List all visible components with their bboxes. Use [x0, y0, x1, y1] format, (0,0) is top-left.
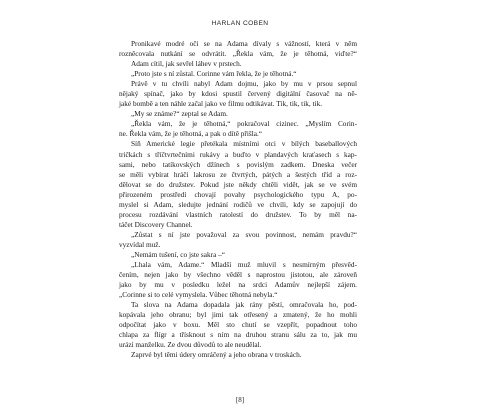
text-line: Síň Americké legie přetékala místními otci v bílých baseballových: [131, 139, 357, 149]
text-line: procesu rozdávání vlastních ratolestí do družstev. To by měl na-: [119, 209, 357, 219]
text-line: Pronikavé modré oči se na Adama dívaly s vážností, která v něm: [131, 39, 357, 48]
text-line: jako by mu v posledku ležel na srdci Adamův nejlepší zájem.: [119, 280, 357, 290]
text-line: Právě v tu chvíli nabyl Adam dojmu, jako by mu v prsou sepnul: [131, 79, 357, 89]
text-line: „Řekla vám, že je těhotná,“ pokračoval cizinec. „Myslím Corin-: [131, 119, 357, 129]
text-line: tričkách s tříčtvrtečními rukávy a buďto v plandavých kraťasech s kap-: [119, 149, 357, 159]
text-line: „Nemám tušení, co jste sakra –“: [131, 249, 226, 259]
text-line: odpočítat jako v boxu. Měl sto chutí se vzepřít, popadnout toho: [119, 320, 357, 330]
text-line: čením, nejen jako by všechno věděl s naprostou jistotou, ale zároveň: [119, 270, 357, 280]
text-line: sami, nebo tatíkovských džínech s povislým zadkem. Dneska večer: [119, 159, 357, 169]
text-line: rozněcovala nutkání se odvrátit. „Řekla vám, že je těhotná, viďte?“: [119, 49, 357, 59]
text-line: ne. Řekla vám, že je těhotná, a pak o dítě přišla.“: [119, 129, 263, 139]
text-line: vyzvídal muž.: [119, 239, 161, 249]
text-line: „Zůstat s ní jste považoval za svou povinnost, nemám pravdu?“: [131, 229, 357, 239]
text-line: Adam cítil, jak sevřel láhev v prstech.: [131, 59, 242, 69]
running-head: HARLAN COBEN: [211, 20, 269, 27]
text-line: Zaprvé byl těmi údery omráčený a jeho obrana v troskách.: [131, 350, 302, 360]
text-line: kopávala jeho obranu; byl jimi tak otřesený a zmatený, že ho mohli: [119, 310, 357, 320]
text-line: nějaký spínač, jako by kdosi spustil červený digitální časovač na ně-: [119, 89, 357, 99]
page-number: [8]: [235, 396, 245, 404]
text-line: myslel si Adam, sledujte jednání rodičů ve chvíli, kdy se zapojují do: [119, 199, 357, 209]
text-line: dělovat se do družstev. Pokud jste někdy chtěli vidět, jak se ve svém: [119, 179, 357, 189]
text-line: přirozeném prostředí chovají povahy psychologického typu A, po-: [119, 189, 357, 199]
text-line: se měli vybírat hráči lakrosu ze čtvrtých, pátých a šestých tříd a roz-: [119, 169, 357, 179]
text-line: jaké bombě a ten náhle začal jako ve filmu odtikávat. Tik, tik, tik, tik.: [119, 99, 323, 109]
text-line: „My se známe?“ zeptal se Adam.: [131, 109, 228, 119]
text-line: Ta slova na Adama dopadala jak rány pěstí, omračovala ho, pod-: [131, 300, 357, 310]
text-line: chlapa za flígr a třísknout s ním na druhou stranu sálu za to, jak mu: [119, 330, 357, 340]
text-line: „Corinne si to celé vymyslela. Vůbec těhotná nebyla.“: [119, 290, 278, 300]
body-text: [119, 39, 357, 361]
text-line: urází manželku. Ze dvou důvodů to ale neudělal.: [119, 340, 262, 350]
text-line: „Lhala vám, Adame.“ Mladší muž mluvil s nesmírným přesvěd-: [131, 260, 357, 270]
text-line: táčet Discovery Channel.: [119, 219, 193, 229]
text-line: „Proto jste s ní zůstal. Corinne vám řekla, že je těhotná.“: [131, 69, 297, 79]
